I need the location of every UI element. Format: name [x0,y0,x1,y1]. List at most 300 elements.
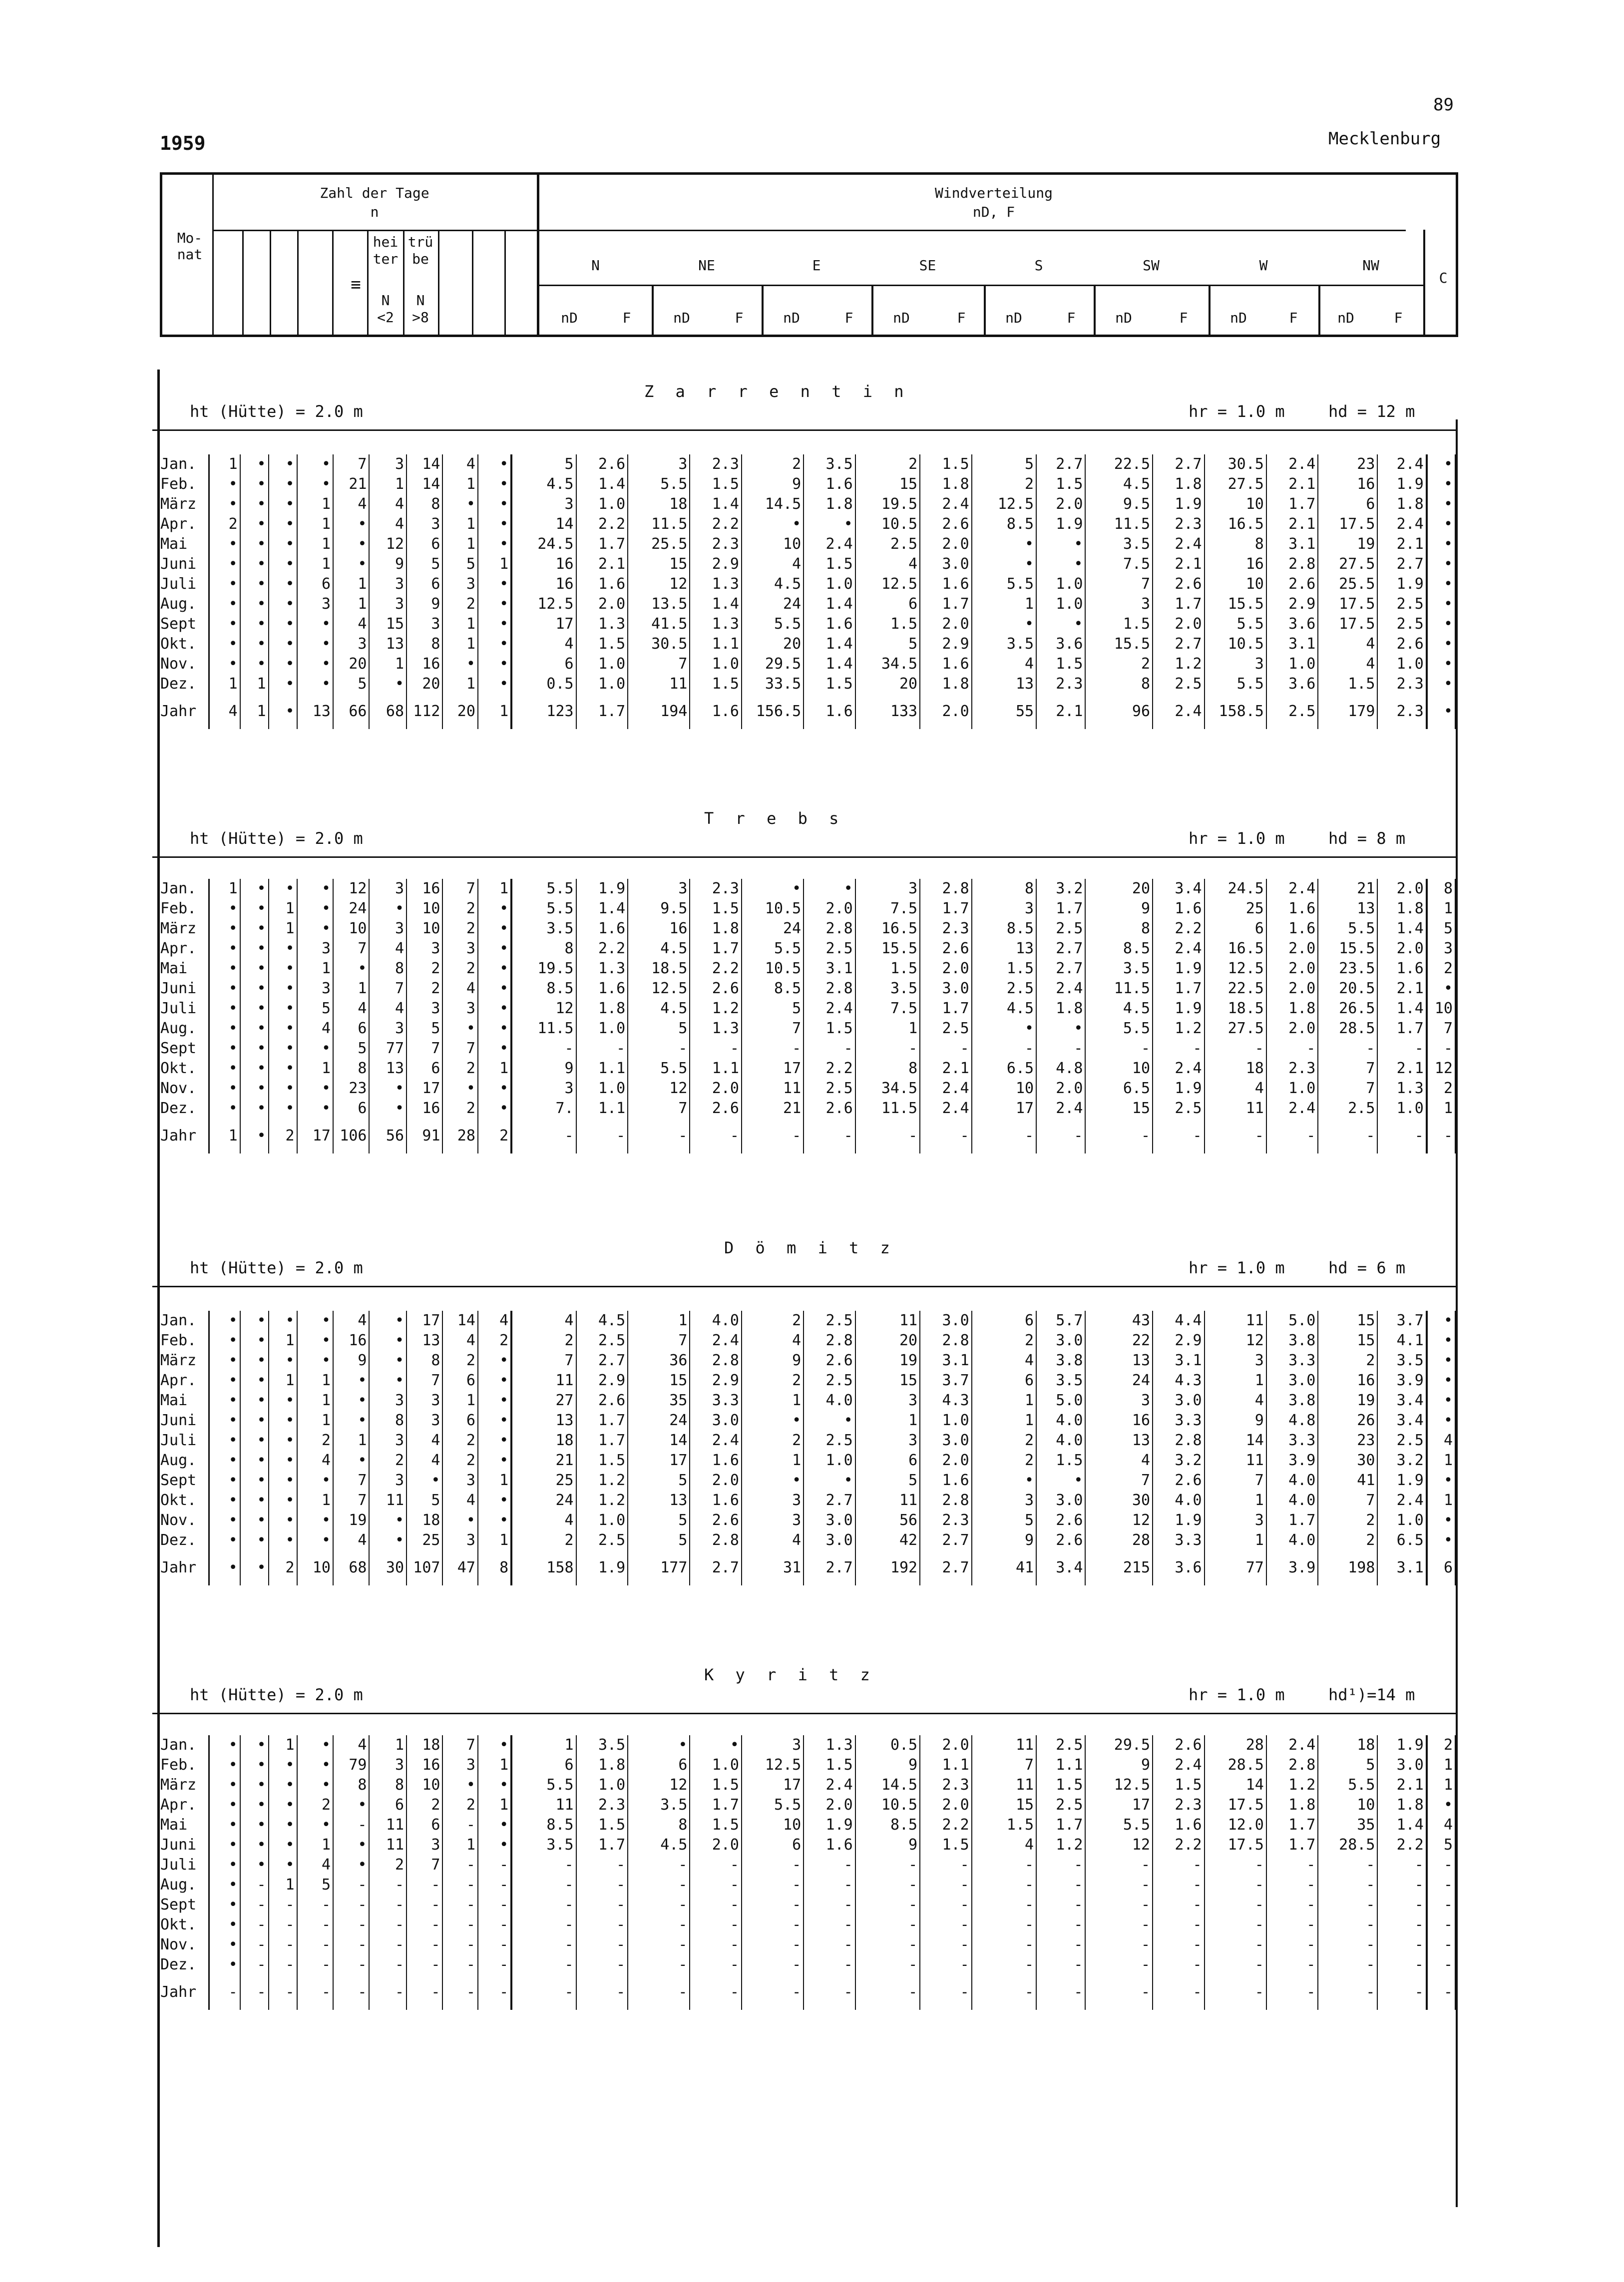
table-cell: - [855,1855,920,1875]
table-cell: 3.0 [920,979,972,999]
month-label: Mai [157,1391,209,1411]
table-cell: 1.0 [1377,1511,1426,1530]
table-cell: 3 [369,1755,406,1775]
table-cell: 2.8 [920,879,972,899]
table-cell: • [478,1079,511,1099]
table-cell: - [1266,1855,1318,1875]
table-cell: 11 [1205,1451,1266,1471]
table-cell: 5 [406,1019,442,1039]
table-cell: 2.4 [1377,454,1426,474]
table-cell: 2.8 [1266,554,1318,574]
table-cell: - [628,1039,690,1059]
table-cell: - [333,1875,369,1895]
table-cell: • [209,1955,240,1975]
table-cell: 27.5 [1205,1019,1266,1039]
table-cell: - [442,1895,477,1915]
table-cell: 1.6 [804,694,855,729]
table-cell: 12.5 [511,594,576,614]
month-label: Apr. [157,514,209,534]
table-cell: • [333,1411,369,1431]
table-cell: 1.9 [1153,959,1205,979]
table-cell: 2.7 [1036,454,1085,474]
table-cell: 1 [478,1755,511,1775]
table-cell: • [209,939,240,959]
table-row [157,574,1455,594]
table-cell: • [1427,554,1455,574]
table-cell: 3.1 [1377,1550,1426,1585]
table-cell: - [972,1935,1036,1955]
table-cell: 5.5 [511,899,576,919]
table-cell: 7 [742,1019,804,1039]
year-row [157,1119,1455,1153]
table-cell: • [209,1550,240,1585]
table-cell: 1 [209,879,240,899]
table-cell: 2 [972,1431,1036,1451]
table-cell: - [576,1039,628,1059]
table-cell: - [1318,1935,1377,1955]
table-cell: - [855,1935,920,1955]
table-cell: • [297,1530,333,1550]
table-cell: • [972,1019,1036,1039]
table-cell: 5.5 [511,1775,576,1795]
table-cell: • [269,1039,297,1059]
month-label: Mai [157,959,209,979]
month-label: Feb. [157,474,209,494]
table-cell: 2.5 [972,979,1036,999]
table-cell: • [240,594,269,614]
table-cell: 8 [628,1815,690,1835]
dir-W: W [1259,257,1268,274]
table-cell: 20 [742,634,804,654]
table-cell: 7 [1318,1079,1377,1099]
table-cell: • [297,614,333,634]
month-label: Sept [157,1895,209,1915]
table-cell: 10 [1205,494,1266,514]
table-cell: 43 [1085,1311,1153,1331]
table-cell: 8 [369,1411,406,1431]
table-cell: - [1318,1955,1377,1975]
table-cell: 1.9 [1153,494,1205,514]
table-cell: • [369,1311,406,1331]
table-cell: 20 [442,694,477,729]
table-cell: 5 [1318,1755,1377,1775]
year-row [157,1975,1455,2010]
month-label: Nov. [157,654,209,674]
dir-NE: NE [698,257,715,274]
table-cell: 1.0 [690,654,742,674]
table-cell: 3 [742,1511,804,1530]
table-cell: 4 [369,999,406,1019]
table-cell: 1.8 [576,1755,628,1775]
table-cell: 1.6 [920,574,972,594]
table-cell: - [1085,1119,1153,1153]
table-cell: - [406,1975,442,2010]
table-cell: 16 [406,1099,442,1119]
table-cell: 5.5 [972,574,1036,594]
table-cell: • [240,1471,269,1491]
table-cell: • [442,1079,477,1099]
header-trube-cond: N >8 [412,292,429,326]
table-cell: • [269,474,297,494]
table-cell: - [1085,1975,1153,2010]
table-cell: 198 [1318,1550,1377,1585]
table-cell: 2.0 [690,1471,742,1491]
table-cell: 21 [742,1099,804,1119]
table-cell: 2 [478,1119,511,1153]
table-cell: - [742,1119,804,1153]
table-cell: - [1205,1875,1266,1895]
month-label: Dez. [157,1099,209,1119]
table-cell: - [804,1915,855,1935]
table-cell: 2.8 [690,1530,742,1550]
table-cell: 1.5 [1318,674,1377,694]
table-cell: 2.6 [804,1351,855,1371]
table-cell: 1.5 [576,1815,628,1835]
month-label: Sept [157,614,209,634]
table-cell: - [972,1039,1036,1059]
table-cell: 21 [333,474,369,494]
table-cell: 1.7 [690,939,742,959]
table-cell: 1.7 [576,1431,628,1451]
table-cell: 3.9 [1266,1451,1318,1471]
table-cell: 1.6 [920,654,972,674]
table-cell: 41 [1318,1471,1377,1491]
table-cell: • [269,1795,297,1815]
table-cell: - [576,1975,628,2010]
table-cell: 1.5 [1036,1451,1085,1471]
table-cell: 1 [333,594,369,614]
table-cell: • [269,514,297,534]
table-row [157,939,1455,959]
table-cell: 8 [369,1775,406,1795]
table-cell: 3.8 [1266,1331,1318,1351]
table-cell: 11 [511,1371,576,1391]
table-cell: 8.5 [972,919,1036,939]
table-cell: 96 [1085,694,1153,729]
table-cell: • [1427,634,1455,654]
table-cell: • [269,634,297,654]
table-cell: • [297,1331,333,1351]
table-cell: 1.4 [1377,999,1426,1019]
table-cell: - [1318,1915,1377,1935]
table-cell: • [297,1511,333,1530]
table-cell: • [1427,1351,1455,1371]
table-cell: - [297,1935,333,1955]
table-cell: 1.7 [690,1795,742,1815]
table-cell: 1 [478,1795,511,1815]
table-cell: 2.6 [1036,1511,1085,1530]
table-cell: - [1036,1875,1085,1895]
table-cell: - [478,1855,511,1875]
table-cell: 1 [209,674,240,694]
table-cell: 2.3 [1266,1059,1318,1079]
table-cell: 7 [511,1351,576,1371]
table-cell: 1.7 [1036,899,1085,919]
table-cell: 16.5 [855,919,920,939]
table-cell: • [240,1491,269,1511]
table-cell: 14 [511,514,576,534]
table-cell: 6 [297,574,333,594]
table-cell: • [333,1855,369,1875]
table-cell: - [742,1039,804,1059]
table-row [157,1039,1455,1059]
table-cell: - [804,1955,855,1975]
table-cell: 1 [1205,1371,1266,1391]
table-cell: • [742,1411,804,1431]
table-cell: 2.2 [576,514,628,534]
table-cell: 6 [333,1019,369,1039]
table-cell: 8 [1205,534,1266,554]
month-label: Nov. [157,1511,209,1530]
table-cell: 6 [511,1755,576,1775]
table-cell: - [442,1915,477,1935]
table-cell: 18 [1205,1059,1266,1079]
table-cell: • [209,1351,240,1371]
table-cell: 9 [1085,899,1153,919]
table-row [157,594,1455,614]
table-cell: 1.4 [1377,1815,1426,1835]
table-cell: - [240,1895,269,1915]
table-cell: 17 [742,1059,804,1079]
table-cell: - [511,1875,576,1895]
table-cell: • [297,919,333,939]
table-cell: - [1266,1119,1318,1153]
dir-SE: SE [919,257,936,274]
table-cell: 1.0 [690,1755,742,1775]
dir-NW: NW [1362,257,1379,274]
table-cell: 6 [1205,919,1266,939]
table-cell: • [972,1471,1036,1491]
table-row [157,1099,1455,1119]
sub-nD-E: nD [783,310,800,326]
table-cell: - [478,1935,511,1955]
table-cell: - [972,1855,1036,1875]
table-cell: • [478,454,511,474]
table-cell: • [742,879,804,899]
table-cell: 1.0 [1377,1099,1426,1119]
table-cell: 1.7 [1266,1815,1318,1835]
table-cell: 14 [1205,1775,1266,1795]
table-cell: - [972,1955,1036,1975]
table-cell: 7. [511,1099,576,1119]
table-cell: - [972,1119,1036,1153]
table-cell: • [442,1511,477,1530]
table-cell: 1 [742,1391,804,1411]
table-cell: 1.5 [690,674,742,694]
table-cell: • [297,1039,333,1059]
table-cell: • [478,939,511,959]
table-cell: 3.5 [1377,1351,1426,1371]
table-cell: 23 [1318,1431,1377,1451]
table-cell: 3 [1205,654,1266,674]
table-cell: 9 [742,1351,804,1371]
table-cell: • [478,514,511,534]
table-cell: 1 [478,1059,511,1079]
table-cell: 3 [406,999,442,1019]
table-cell: 11 [972,1735,1036,1755]
dir-N: N [591,257,600,274]
table-cell: - [511,1955,576,1975]
table-cell: 2.2 [690,514,742,534]
table-cell: 2.8 [804,979,855,999]
table-cell: 4.5 [1085,474,1153,494]
table-cell: 5.5 [742,1795,804,1815]
table-cell: 1.3 [690,574,742,594]
table-cell: 17.5 [1318,614,1377,634]
table-cell: • [333,959,369,979]
table-cell: 1 [855,1411,920,1431]
table-cell: 6 [972,1371,1036,1391]
station-3-hr: hr = 1.0 m [1189,1258,1285,1277]
table-cell: 2.7 [1377,554,1426,574]
table-cell: - [297,1895,333,1915]
table-cell: • [1427,1331,1455,1351]
table-cell: 41.5 [628,614,690,634]
table-cell: 24 [628,1411,690,1431]
sub-F-NW: F [1394,310,1403,326]
table-cell: 1.6 [1266,919,1318,939]
table-cell: 1.8 [920,474,972,494]
table-row [157,979,1455,999]
table-cell: 2.8 [690,1351,742,1371]
table-cell: 1.1 [920,1755,972,1775]
sub-F-W: F [1289,310,1298,326]
table-cell: • [209,1855,240,1875]
table-cell: 1 [628,1311,690,1331]
table-cell: 107 [406,1550,442,1585]
table-cell: 4 [511,1311,576,1331]
table-cell: 4.8 [1266,1411,1318,1431]
table-cell: 2.5 [804,939,855,959]
table-cell: 3 [442,1530,477,1550]
table-cell: 12 [1085,1511,1153,1530]
table-cell: 194 [628,694,690,729]
table-cell: 5.5 [1318,919,1377,939]
table-cell: 10 [406,899,442,919]
table-cell: 56 [855,1511,920,1530]
table-cell: • [742,514,804,534]
table-cell: 12 [333,879,369,899]
table-cell: • [209,1471,240,1491]
table-cell: 24 [742,594,804,614]
table-cell: • [269,1411,297,1431]
table-cell: - [804,1975,855,2010]
table-cell: 1.2 [576,1491,628,1511]
table-cell: 4.5 [628,999,690,1019]
table-cell: • [1427,674,1455,694]
table-cell: - [1085,1039,1153,1059]
table-cell: 3.8 [1036,1351,1085,1371]
table-cell: • [478,1411,511,1431]
table-cell: 4 [297,1855,333,1875]
table-cell: 7 [442,1735,477,1755]
month-label: Sept [157,1039,209,1059]
table-cell: 2.0 [1266,939,1318,959]
table-cell: 1.5 [690,474,742,494]
table-cell: - [1153,1895,1205,1915]
table-cell: - [576,1955,628,1975]
table-cell: 2.4 [1266,879,1318,899]
table-cell: 1.3 [576,959,628,979]
table-cell: 2.3 [690,534,742,554]
table-cell: 14.5 [742,494,804,514]
table-cell: 1.9 [576,1550,628,1585]
table-cell: 2 [442,1099,477,1119]
table-cell: 4 [442,454,477,474]
table-cell: 12.5 [972,494,1036,514]
table-cell: 2.1 [1377,1775,1426,1795]
table-cell: - [1266,1955,1318,1975]
table-cell: 4 [1427,1815,1455,1835]
table-cell: 2.6 [576,1391,628,1411]
table-cell: 15.5 [855,939,920,959]
table-cell: 1.1 [576,1099,628,1119]
table-cell: 8 [406,634,442,654]
table-cell: 2 [442,1451,477,1471]
table-cell: • [209,1451,240,1471]
table-row [157,554,1455,574]
table-cell: • [297,1079,333,1099]
table-cell: 19 [1318,1391,1377,1411]
table-cell: 1 [333,1431,369,1451]
table-cell: - [1427,1855,1455,1875]
table-cell: 1.9 [1153,999,1205,1019]
table-cell: - [240,1875,269,1895]
table-cell: 2.0 [1266,979,1318,999]
table-cell: 1.9 [1377,1735,1426,1755]
table-cell: 1 [442,634,477,654]
table-cell: • [269,1530,297,1550]
table-cell: 2 [442,959,477,979]
table-cell: 2 [442,1795,477,1815]
table-cell: - [297,1975,333,2010]
table-cell: - [804,1039,855,1059]
table-cell: 24 [333,899,369,919]
table-cell: 5 [333,1039,369,1059]
table-cell: 42 [855,1530,920,1550]
table-cell: 2.2 [576,939,628,959]
table-cell: • [1427,1371,1455,1391]
dir-E: E [812,257,821,274]
table-cell: 2.3 [1036,674,1085,694]
table-cell: 123 [511,694,576,729]
table-cell: 4 [972,654,1036,674]
station-2-table [157,879,1456,1153]
table-cell: 7 [1318,1059,1377,1079]
table-cell: • [478,1835,511,1855]
table-cell: 1 [1427,1491,1455,1511]
table-cell: 12.0 [1205,1815,1266,1835]
table-cell: • [209,1815,240,1835]
month-label: Aug. [157,1451,209,1471]
table-cell: 2.5 [1036,1735,1085,1755]
table-cell: 1.6 [576,919,628,939]
table-cell: 1 [478,554,511,574]
table-cell: 1.5 [804,554,855,574]
table-cell: - [690,1855,742,1875]
table-cell: • [209,1491,240,1511]
table-cell: - [628,1895,690,1915]
month-label: Okt. [157,1491,209,1511]
table-cell: 10 [297,1550,333,1585]
table-cell: 25 [406,1530,442,1550]
table-cell: - [240,1955,269,1975]
month-label: März [157,1775,209,1795]
table-cell: 1 [972,594,1036,614]
table-cell: 8.5 [742,979,804,999]
table-cell: 3.0 [1266,1371,1318,1391]
table-cell: 9 [1205,1411,1266,1431]
